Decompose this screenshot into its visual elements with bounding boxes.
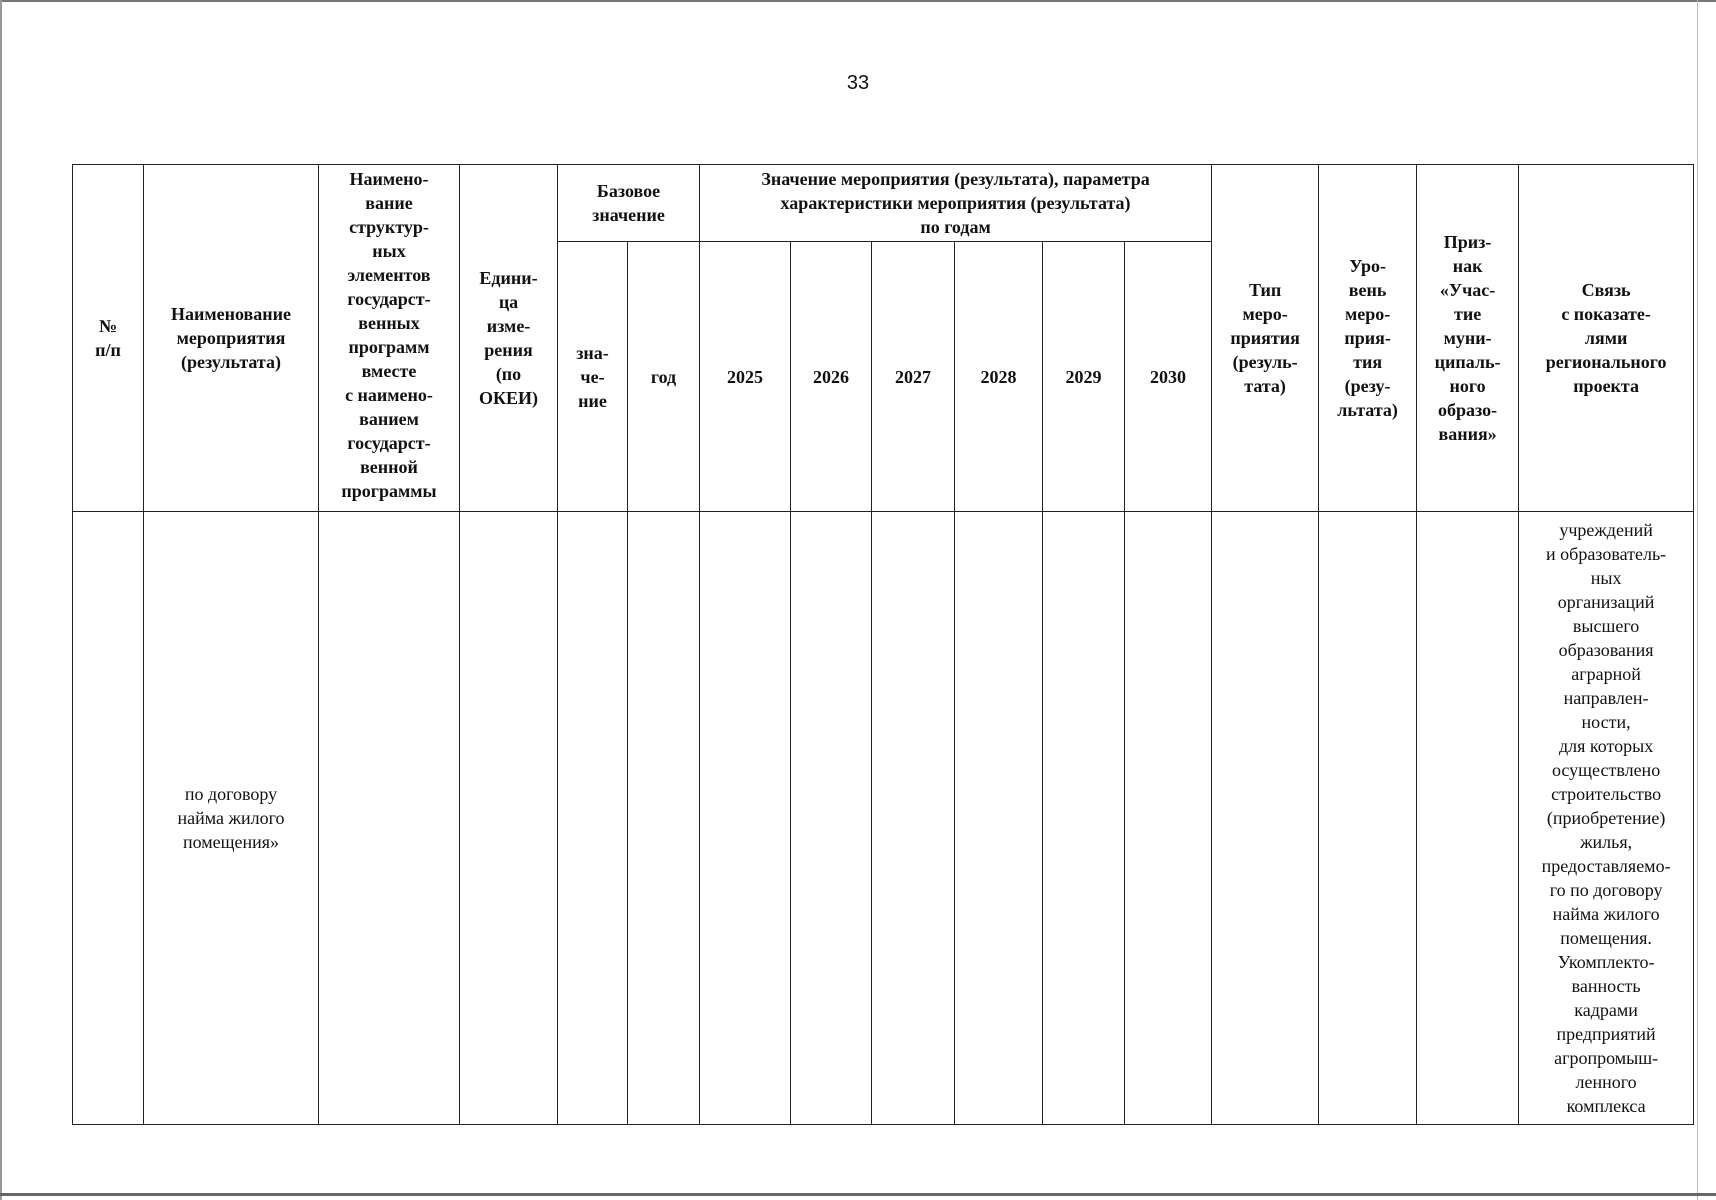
header-year-2026: 2026 — [791, 242, 872, 512]
header-year-2030: 2030 — [1125, 242, 1212, 512]
cell-base-year — [628, 512, 700, 1125]
header-year-2029: 2029 — [1043, 242, 1125, 512]
header-sign: Приз- нак «Учас- тие муни- ципаль- ного образо- вания» — [1417, 165, 1519, 512]
cell-2025 — [700, 512, 791, 1125]
cell-num — [73, 512, 144, 1125]
cell-2030 — [1125, 512, 1212, 1125]
header-years-group: Значение мероприятия (результата), параметра характеристики мероприятия (результата) по годам — [700, 165, 1212, 242]
scan-edge-right — [1697, 0, 1698, 1200]
cell-sign — [1417, 512, 1519, 1125]
table-row — [73, 512, 1694, 1125]
page-number: 33 — [846, 72, 870, 94]
header-num: № п/п — [73, 165, 144, 512]
header-struct: Наимено- вание структур- ных элементов государст- венных программ вместе с наимено- ванием государст- венной программы — [319, 165, 460, 512]
cell-struct — [319, 512, 460, 1125]
cell-2026 — [791, 512, 872, 1125]
scan-edge-left — [0, 0, 2, 1200]
header-base-value: зна- че- ние — [558, 242, 628, 512]
header-year-2028: 2028 — [955, 242, 1043, 512]
header-year-2027: 2027 — [872, 242, 955, 512]
header-level: Уро- вень меро- прия- тия (резу- льтата) — [1319, 165, 1417, 512]
header-unit: Едини- ца изме- рения (по ОКЕИ) — [460, 165, 558, 512]
header-row-1 — [73, 165, 1694, 242]
scan-edge-top — [0, 0, 1716, 2]
header-base-year: год — [628, 242, 700, 512]
cell-level — [1319, 512, 1417, 1125]
header-base-group: Базовое значение — [558, 165, 700, 242]
cell-unit — [460, 512, 558, 1125]
cell-type — [1212, 512, 1319, 1125]
header-type: Тип меро- приятия (резуль- тата) — [1212, 165, 1319, 512]
header-name: Наименование мероприятия (результата) — [144, 165, 319, 512]
measures-table — [72, 164, 1694, 1125]
scan-edge-bottom — [0, 1193, 1716, 1196]
cell-2027 — [872, 512, 955, 1125]
header-link: Связь с показате- лями регионального проекта — [1519, 165, 1694, 512]
cell-name: по договору найма жилого помещения» — [144, 512, 319, 1125]
cell-2028 — [955, 512, 1043, 1125]
header-year-2025: 2025 — [700, 242, 791, 512]
cell-link: учреждений и образователь- ных организаций высшего образования аграрной направлен- ности, для которых осуществлено строительство (приобретение) жилья, предоставляемо- го по договору найма жилого помещения. Укомплекто- ванность кадрами предприятий агропромыш- ленного комплекса — [1519, 512, 1694, 1125]
cell-2029 — [1043, 512, 1125, 1125]
cell-base-value — [558, 512, 628, 1125]
